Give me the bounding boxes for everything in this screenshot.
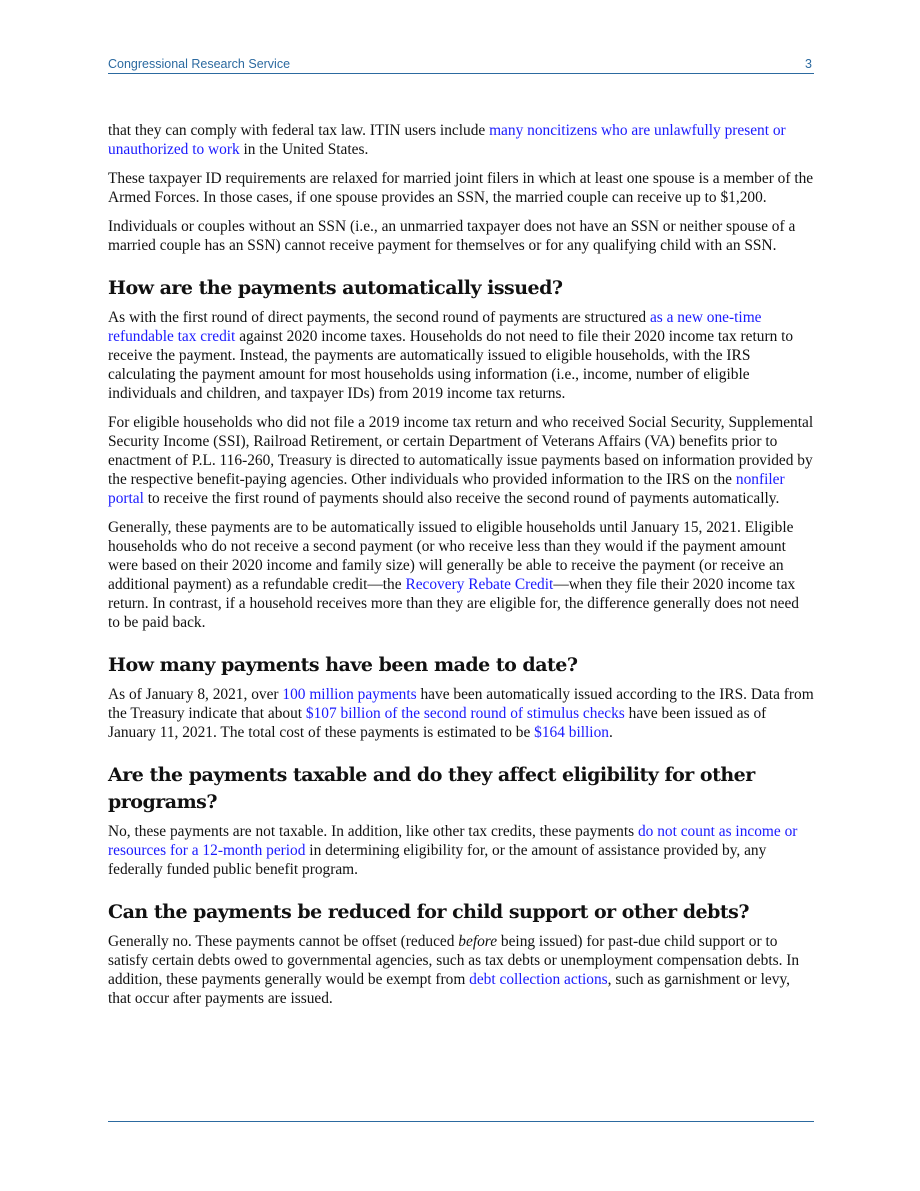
link-nonfiler-portal[interactable]: nonfiler portal	[108, 471, 785, 507]
text: As of January 8, 2021, over	[108, 686, 283, 703]
link-do-not-count-as-income[interactable]: do not count as income or resources for a 12-month period	[108, 823, 798, 859]
text: Generally, these payments are to be automatically issued to eligible households until January 15, 2021. Eligible households who do not receive a second payment (or who receive less than they would if the payment amount were based on their 2020 income and family size) will generally be able to receive the payment (or receive an additional payment) as a refundable credit—the	[108, 519, 794, 593]
link-107-billion[interactable]: $107 billion of the second round of stimulus checks	[305, 705, 625, 722]
paragraph	[108, 822, 814, 879]
text: have been issued as of January 11, 2021. The total cost of these payments is estimated to be	[108, 705, 767, 741]
text: Generally no. These payments cannot be offset (reduced	[108, 933, 459, 950]
text: .	[608, 724, 613, 741]
paragraph	[108, 121, 814, 159]
page-number: 3	[805, 57, 812, 71]
text: For eligible households who did not file a 2019 income tax return and who received Social Security, Supplemental Security Income (SSI), Railroad Retirement, or certain Department of Veterans Affairs (VA) benefits prior to enactment of P.L. 116-260, Treasury is directed to automatically issue payments based on information provided by the respective benefit-paying agencies. Other individuals who provided information to the IRS on the	[108, 414, 814, 488]
text: being issued) for past-due child support or to satisfy certain debts owed to governmental agencies, such as tax debts or unemployment compensation debts. In addition, these payments generally would be exempt from	[108, 933, 800, 988]
paragraph: Individuals or couples without an SSN (i.e., an unmarried taxpayer does not have an SSN or neither spouse of a married couple has an SSN) cannot receive payment for themselves or for any qualifying child with an SSN.	[108, 218, 796, 254]
paragraph	[108, 308, 814, 403]
text: against 2020 income taxes. Households do not need to file their 2020 income tax return to receive the payment. Instead, the payments are automatically issued to eligible households, with the IRS calculating the payment amount for most households using information (i.e., income, number of eligible individuals and children, and taxpayer IDs) from 2019 income tax returns.	[108, 328, 794, 402]
text: in the United States.	[239, 141, 369, 158]
section-heading: Can the payments be reduced for child support or other debts?	[108, 901, 750, 923]
section-heading: How many payments have been made to date?	[108, 654, 578, 676]
section-heading: How are the payments automatically issued?	[108, 277, 563, 299]
page-header	[108, 57, 814, 74]
paragraph	[108, 685, 814, 742]
footer-rule	[108, 1121, 814, 1122]
paragraph: These taxpayer ID requirements are relaxed for married joint filers in which at least one spouse is a member of the Armed Forces. In those cases, if one spouse provides an SSN, the married couple can receive up to $1,200.	[108, 170, 814, 206]
text: —when they file their 2020 income tax return. In contrast, if a household receives more than they are eligible for, the difference generally does not need to be paid back.	[108, 576, 799, 631]
document-body	[108, 121, 814, 1018]
section-heading: Are the payments taxable and do they affect eligibility for other programs?	[108, 764, 755, 813]
text: As with the first round of direct payments, the second round of payments are structured	[108, 309, 650, 326]
header-source: Congressional Research Service	[108, 57, 291, 71]
text: that they can comply with federal tax law. ITIN users include	[108, 122, 490, 139]
text: to receive the first round of payments should also receive the second round of payments automatically.	[143, 490, 780, 507]
emphasis-text: before	[458, 933, 498, 950]
text: , such as garnishment or levy, that occur after payments are issued.	[108, 971, 791, 1007]
link-100-million-payments[interactable]: 100 million payments	[282, 686, 417, 703]
link-refundable-tax-credit[interactable]: as a new one-time refundable tax credit	[108, 309, 762, 345]
link-recovery-rebate-credit[interactable]: Recovery Rebate Credit	[405, 576, 554, 593]
text: in determining eligibility for, or the amount of assistance provided by, any federally funded public benefit program.	[108, 842, 767, 878]
text: No, these payments are not taxable. In addition, like other tax credits, these payments	[108, 823, 638, 840]
paragraph	[108, 413, 814, 508]
link-164-billion[interactable]: $164 billion	[534, 724, 609, 741]
link-noncitizens[interactable]: many noncitizens who are unlawfully present or unauthorized to work	[108, 122, 786, 158]
text: have been automatically issued according to the IRS. Data from the Treasury indicate that about	[108, 686, 814, 722]
link-debt-collection-actions[interactable]: debt collection actions	[469, 971, 608, 988]
paragraph	[108, 932, 814, 1008]
paragraph	[108, 518, 814, 632]
